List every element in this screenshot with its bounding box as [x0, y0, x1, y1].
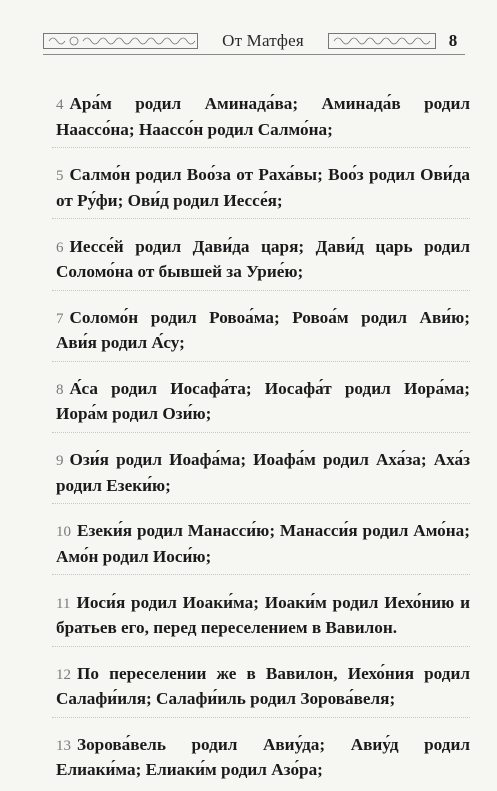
verse: [56, 590, 470, 644]
verse-list: [56, 74, 470, 791]
verse-text: Салмо́н родил Воо́за от Раха́вы; Воо́з родил Ови́да от Ру́фи; Ови́д родил Иессе́я;: [56, 165, 470, 210]
verse-number: 9: [56, 453, 64, 470]
verse-number: 11: [56, 595, 71, 612]
verse: [56, 91, 470, 145]
page-number: 8: [448, 31, 458, 50]
verse-number: 5: [56, 168, 64, 185]
verse-number: 12: [56, 666, 71, 683]
verse: [56, 518, 470, 572]
verse-number: 8: [56, 381, 64, 398]
verse-number: 4: [56, 97, 64, 114]
verse: [56, 162, 470, 216]
verse-text: Ози́я родил Иоафа́ма; Иоафа́м родил Аха́за; Аха́з родил Езеки́ю;: [56, 450, 470, 495]
verse-text: Зорова́вель родил Авиу́да; Авиу́д родил Елиаки́ма; Елиаки́м родил Азо́ра;: [56, 734, 470, 780]
verse-text: Езеки́я родил Манасси́ю; Манасси́я родил Амо́на; Амо́н родил Иоси́ю;: [56, 521, 470, 566]
verse-text: Соломо́н родил Ровоа́ма; Ровоа́м родил Ави́ю; Ави́я родил А́су;: [56, 307, 470, 353]
verse-number: 13: [56, 737, 71, 754]
verse-number: 7: [56, 310, 64, 327]
verse-text: Иессе́й родил Дави́да царя; Дави́д царь родил Соломо́на от бывшей за Урие́ю;: [56, 236, 470, 282]
verse-text: По переселении же в Вавилон, Иехо́ния родил Салафи́иля; Салафи́иль родил Зорова́веля;: [56, 663, 470, 709]
verse: [56, 732, 470, 786]
verse: [56, 234, 470, 288]
verse: [56, 376, 470, 430]
verse-number: 10: [56, 524, 71, 541]
verse: [56, 447, 470, 501]
verse-text: Ара́м родил Аминада́ва; Аминада́в родил Наассо́на; Наассо́н родил Салмо́на;: [56, 94, 470, 139]
page-header-title: От Матфея: [222, 31, 304, 50]
verse: [56, 305, 470, 359]
verse-text: Иоси́я родил Иоаки́ма; Иоаки́м родил Иехо́нию и братьев его, перед переселением в Вавилон.: [56, 592, 470, 637]
verse-text: А́са родил Иосафа́та; Иосафа́т родил Иора́ма; Иора́м родил Ози́ю;: [56, 378, 470, 424]
header-divider: [43, 54, 465, 55]
page-header: [43, 30, 465, 52]
ornament-right-icon: [328, 33, 436, 49]
verse-number: 6: [56, 239, 64, 256]
verse: [56, 661, 470, 715]
ornament-left-icon: [43, 33, 198, 49]
